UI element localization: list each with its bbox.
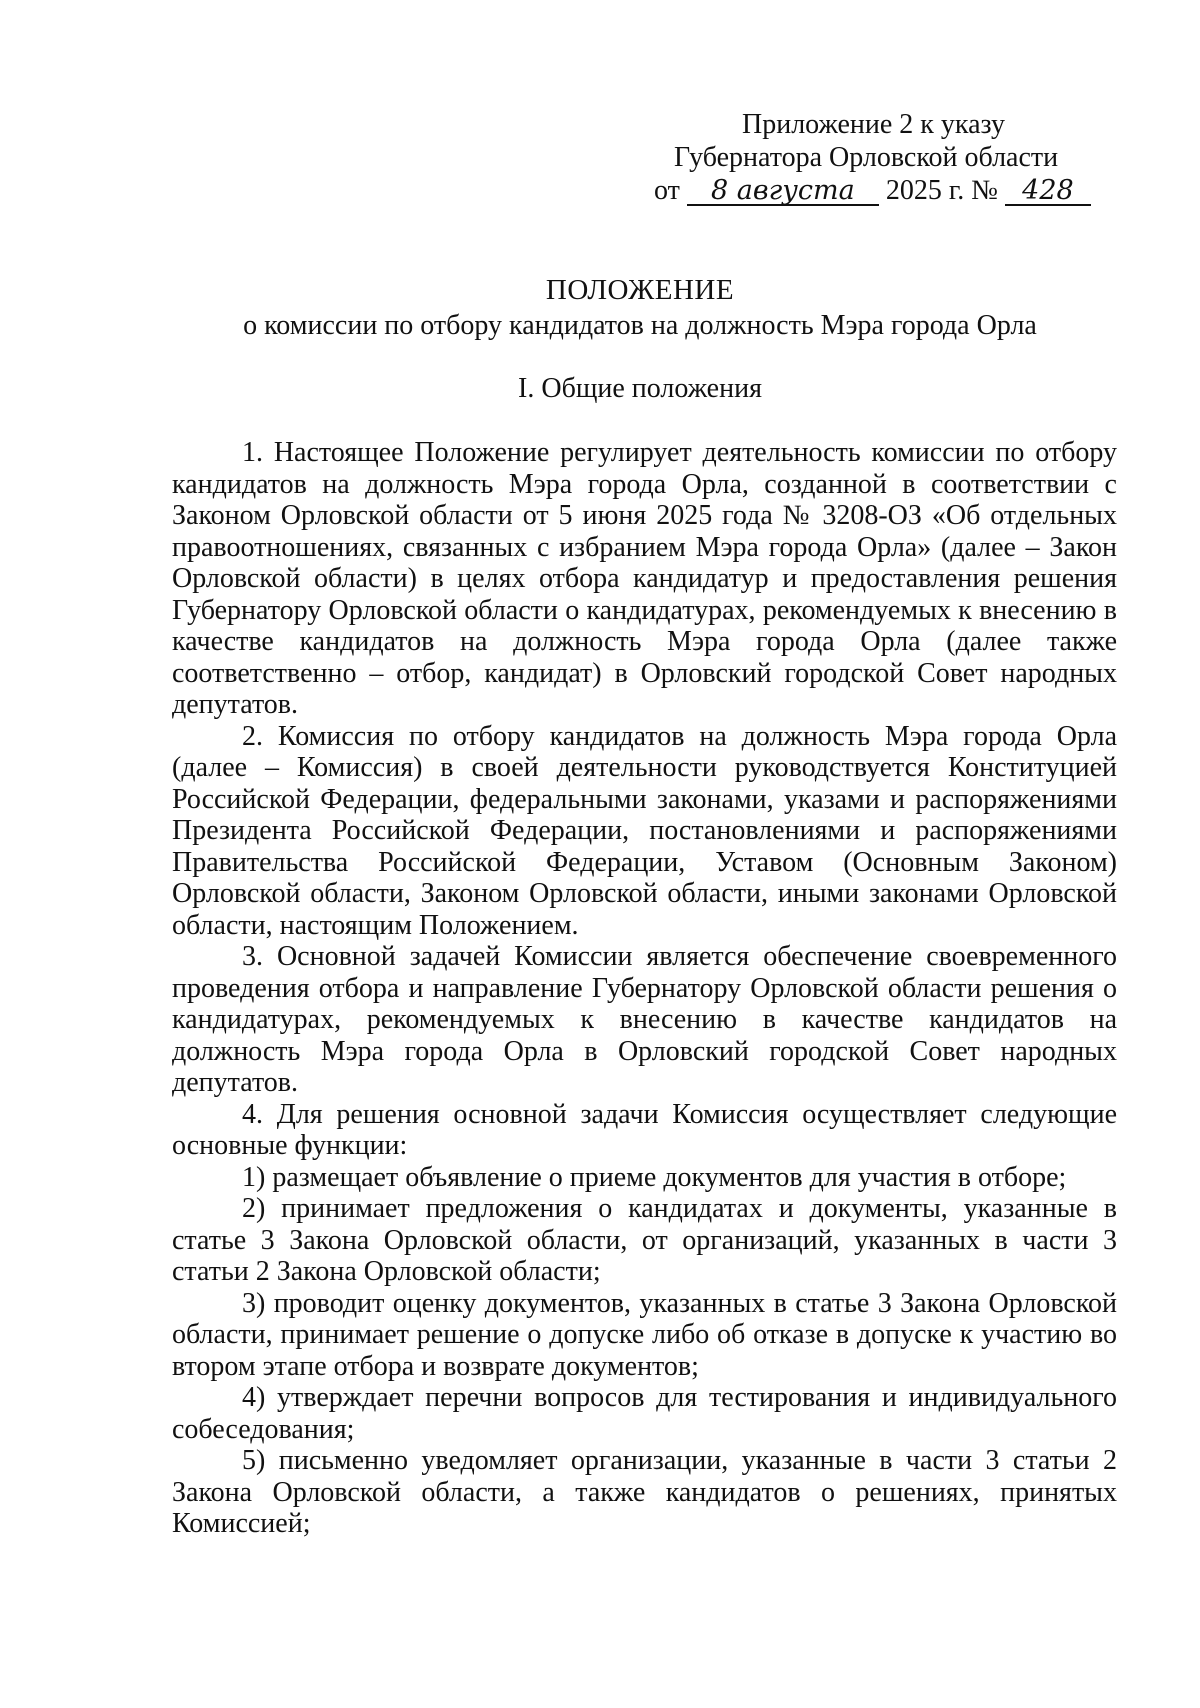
paragraph-2: 2. Комиссия по отбору кандидатов на должность Мэра города Орла (далее – Комиссия) в своей деятельности руководствуется Конституцией Российской Федерации, федеральными законами, указами и распоряжениями Президента Российской Федерации, постановлениями и распоряжениями Правительства Российской Федерации, Уставом (Основным Законом) Орловской области, Законом Орловской области, иными законами Орловской области, настоящим Положением. <box>172 720 1117 941</box>
section-title: I. Общие положения <box>518 373 762 404</box>
handwritten-number: 428 <box>1005 178 1091 206</box>
appendix-date-line <box>650 174 1130 207</box>
list-item-3: 3) проводит оценку документов, указанных в статье 3 Закона Орловской области, принимает решение о допуске либо об отказе в допуске к участию во втором этапе отбора и возврате документов; <box>172 1287 1117 1382</box>
document-title <box>160 272 1120 344</box>
date-prefix: от <box>654 175 680 206</box>
document-body <box>172 437 1117 1540</box>
paragraph-3: 3. Основной задачей Комиссии является обеспечение своевременного проведения отбора и направление Губернатору Орловской области решения о кандидатурах, рекомендуемых к внесению в качестве кандидатов на должность Мэра города Орла в Орловский городской Совет народных депутатов. <box>172 941 1117 1098</box>
appendix-line-1: Приложение 2 к указу <box>742 109 1005 140</box>
appendix-line-2: Губернатора Орловской области <box>674 142 1059 173</box>
handwritten-date: 8 августа <box>687 178 879 206</box>
title-heading: ПОЛОЖЕНИЕ <box>545 274 735 306</box>
list-item-5: 5) письменно уведомляет организации, указанные в части 3 статьи 2 Закона Орловской области, а также кандидатов о решениях, принятых Комиссией; <box>172 1445 1117 1539</box>
appendix-header <box>650 108 1130 207</box>
list-item-1: 1) размещает объявление о приеме документов для участия в отборе; <box>242 1161 1067 1193</box>
year-number-label: 2025 г. № <box>885 175 998 206</box>
paragraph-1: 1. Настоящее Положение регулирует деятельность комиссии по отбору кандидатов на должность Мэра города Орла, созданной в соответствии с Законом Орловской области от 5 июня 2025 года № 3208-ОЗ «Об отдельных правоотношениях, связанных с избранием Мэра города Орла» (далее – Закон Орловской области) в целях отбора кандидатур и предоставления решения Губернатору Орловской области о кандидатурах, рекомендуемых к внесению в качестве кандидатов на должность Мэра города Орла (далее также соответственно – отбор, кандидат) в Орловский городской Совет народных депутатов. <box>172 437 1117 720</box>
paragraph-4: 4. Для решения основной задачи Комиссия осуществляет следующие основные функции: <box>172 1098 1117 1161</box>
list-item-4: 4) утверждает перечни вопросов для тестирования и индивидуального собеседования; <box>172 1382 1117 1445</box>
list-item-2: 2) принимает предложения о кандидатах и документы, указанные в статье 3 Закона Орловской области, от организаций, указанных в части 3 статьи 2 Закона Орловской области; <box>172 1193 1117 1287</box>
title-subheading: о комиссии по отбору кандидатов на должность Мэра города Орла <box>243 310 1037 341</box>
